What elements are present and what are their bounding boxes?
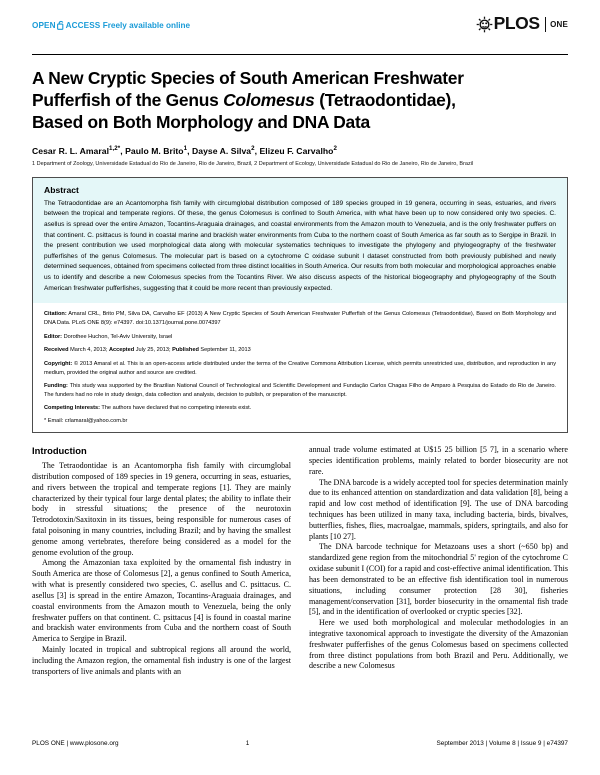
abstract-section	[33, 178, 567, 303]
received-label: Received	[44, 347, 69, 354]
page-footer	[32, 740, 568, 747]
abstract-heading: Abstract	[44, 184, 79, 195]
article-metadata	[33, 303, 567, 432]
published-label: Published	[172, 347, 199, 354]
received-date: March 4, 2013;	[68, 347, 109, 354]
accepted-date: July 25, 2013;	[134, 347, 173, 354]
copyright-text: © 2013 Amaral et al. This is an open-access article distributed under the terms of the Creative Commons Attribution License, which permits unrestricted use, distribution, and reproduction in any medium, provided the original author and source are credited.	[44, 360, 556, 376]
body-column-left	[32, 445, 291, 677]
footer-journal-url: PLOS ONE | www.plosone.org	[32, 740, 119, 747]
intro-paragraph: Here we used both morphological and molecular methodologies in an integrative taxonomical approach to investigate the diversity of the Amazonian freshwater pufferfishes of the genus Colomesus based on specimens collected from three distinct populations from both Brazil and Peru. Additionally, we describe a new Colomesus	[309, 618, 568, 671]
open-access-tagline: Freely available online	[102, 21, 191, 30]
open-access-access-label: ACCESS	[65, 21, 101, 30]
funding-line	[44, 382, 556, 399]
footer-issue-info: September 2013 | Volume 8 | Issue 9 | e74397	[436, 740, 568, 747]
dates-line	[44, 346, 556, 355]
author-affiliation-marker: 1,2*	[109, 144, 121, 152]
abstract-text: The Tetraodontidae are an Acantomorpha fish family with circumglobal distribution composed of 189 species grouped in 19 genera, occurring in seas, estuaries, and rivers between the tropical and temperate regions. Of these, the genus Colomesus is confined to South America, with what have been up to now considered only two species. C. asellus is spread over the entire Amazon, Tocantins-Araguaia drainages, and coastal environments from the Amazon mouth to Venezuela, and is the only freshwater puffers on that continent. C. psittacus is found in coastal marine and brackish water environments from Cuba to the northern coast of South America as far south as to Sergipe in Brazil. In the present contribution we used morphological data along with molecular systematics techniques to investigate the phylogeny and phylogeography of the freshwater pufferfishes of the genus Colomesus. The molecular part is based on a cytochrome C oxidase subunit I dataset constructed from both previously published and newly determined sequences, obtained from specimens collected from three distinct localities in South America. Our results from both molecular and morphological approaches enable us to identify and describe a new Colomesus species from the Tocantins River. We also discuss aspects of the historical biogeography and phylogeography of the South American freshwater pufferfishes, suggesting that it could be more recent than previously expected.	[44, 199, 556, 292]
competing-interests-text: The authors have declared that no competing interests exist.	[99, 405, 252, 412]
open-access-open-label: OPEN	[32, 21, 56, 30]
author-affiliations: 1 Department of Zoology, Universidade Estadual do Rio de Janeiro, Rio de Janeiro, Brazil, 2 Department of Ecology, Universidade Estadual do Rio de Janeiro, Rio de Janeiro, Brazil	[32, 160, 474, 167]
author-name: Dayse A. Silva	[191, 145, 252, 156]
title-line-2-suffix: (Tetraodontidae),	[314, 89, 456, 110]
title-line-2-prefix: Pufferfish of the Genus	[32, 89, 224, 110]
author-affiliation-marker: 2	[333, 144, 337, 152]
accepted-label: Accepted	[109, 347, 135, 354]
funding-text: This study was supported by the Brazilian National Council of Technological and Scientific Development and Fundação Carlos Chagas Filho de Amparo à Pesquisa do Estado do Rio de Janeiro. The funders had no role in study design, data collection and analysis, decision to publish, or preparation of the manuscript.	[44, 383, 556, 398]
citation-text: Amaral CRL, Brito PM, Silva DA, Carvalho EF (2013) A New Cryptic Species of South American Freshwater Pufferfish of the Genus Colomesus (Tetraodontidae), Based on Both Morphology and DNA Data. PLoS ONE 8(9): e74397. doi:10.1371/journal.pone.0074397	[44, 311, 556, 326]
editor-label: Editor:	[44, 333, 63, 340]
citation-label: Citation:	[44, 311, 67, 318]
open-lock-icon	[57, 20, 65, 32]
author-name: Paulo M. Brito	[125, 145, 184, 156]
introduction-heading: Introduction	[32, 445, 87, 457]
author-name: Elizeu F. Carvalho	[259, 145, 334, 156]
intro-paragraph: Mainly located in tropical and subtropical regions all around the world, including the Amazon region, the ornamental fish industry is one of the largest transporters of live animals and plants with an	[32, 644, 291, 676]
author-affiliation-marker: 2	[251, 144, 255, 152]
plos-one-logo	[476, 14, 568, 34]
abstract-info-box	[32, 177, 568, 433]
open-access-badge	[32, 20, 190, 32]
intro-paragraph: The Tetraodontidae is an Acantomorpha fish family with circumglobal distribution composed of 189 species in 19 genera, occurring in seas, estuaries, and rivers between the tropical and temperate regions [1]. They are mainly characterized by their typical four large dental plates; the ability to inflate their body in stressful situations; the presence of the neurotoxin Tetrodotoxin/Saxitoxin in its tissues, being responsible for numerous cases of fatal poisoning in many countries, including Brazil; and by having the smallest genome among vertebrates, therefore being considered as a model for the genome evolution of the group.	[32, 461, 291, 557]
author-name: Cesar R. L. Amaral	[32, 145, 110, 156]
author-affiliation-marker: 1	[183, 144, 188, 152]
intro-paragraph: annual trade volume estimated at U$15 25 billion [5 7], in a scenario where species identification problems, mainly related to border biosecurity are not rare.	[309, 445, 568, 476]
editor-line	[44, 333, 556, 342]
intro-paragraph: The DNA barcode technique for Metazoans uses a short (~650 bp) and standardized gene region from the mitochondrial 5' region of the cytochrome C oxidase subunit I (COI) for a rapid and cost-effective animal identification. This has been demonstrated to be an effective fish identification tool in numerous situations, including consumer protection [28 30], fisheries management/conservation [31], border biosecurity in the ornamental fish trade [5], and in the identification of overlooked or cryptic species [32].	[309, 542, 568, 617]
copyright-line	[44, 360, 556, 377]
funding-label: Funding:	[44, 383, 68, 390]
competing-interests-label: Competing Interests:	[44, 405, 100, 412]
copyright-label: Copyright:	[44, 360, 73, 367]
plos-one-wordmark: ONE	[550, 19, 568, 29]
footer-page-number: 1	[245, 740, 250, 747]
plos-logo-divider	[545, 17, 546, 32]
competing-interests-line	[44, 404, 556, 413]
intro-paragraph: Among the Amazonian taxa exploited by the ornamental fish industry in South America are those of Colomesus [2], a genus confined to South America, with what is presently considered two species, C. asellus and C. psittacus. C. asellus [3] is spread in the entire Amazon, Tocantins-Araguaia drainages, and coastal environments from the Amazon mouth to Venezuela, being the only freshwater puffers on that continent. C. psittacus [4] is found in coastal marine and brackish water environments from Cuba and the northern coast of South America to Sergipe in Brazil.	[32, 558, 291, 644]
citation-line	[44, 310, 556, 327]
author-list: Cesar R. L. Amaral$^{1,2*}$, Paulo M. Brito$^1$, Dayse A. Silva$^2$, Elizeu F. Carvalho$^2$	[32, 144, 337, 156]
body-column-right	[309, 445, 568, 677]
title-line-1: A New Cryptic Species of South American Freshwater	[32, 68, 464, 88]
editor-text: Dorothee Huchon, Tel-Aviv University, Israel	[62, 333, 173, 340]
plos-wordmark: PLOS	[493, 13, 540, 34]
masthead	[32, 0, 568, 55]
corresponding-email[interactable]: * Email: crlamaral@yahoo.com.br	[44, 418, 128, 425]
plos-sun-icon	[476, 16, 493, 33]
intro-paragraph: The DNA barcode is a widely accepted tool for species determination mainly due to its enhanced attention on standardization and data validation [8], being a rapid and low cost method of identification [9]. The use of DNA barcoding techniques has been utilized in many taxa, including bacteria, birds, bivalves, butterflies, fishes, flies, macroalgae, mammals, spiders, springtails, and also for plants [10 27].	[309, 477, 568, 541]
title-genus-name: Colomesus	[223, 89, 315, 110]
published-date: September 11, 2013	[198, 347, 251, 354]
page-title	[32, 68, 568, 134]
body-columns	[32, 445, 568, 677]
title-line-3: Based on Both Morphology and DNA Data	[32, 111, 370, 132]
